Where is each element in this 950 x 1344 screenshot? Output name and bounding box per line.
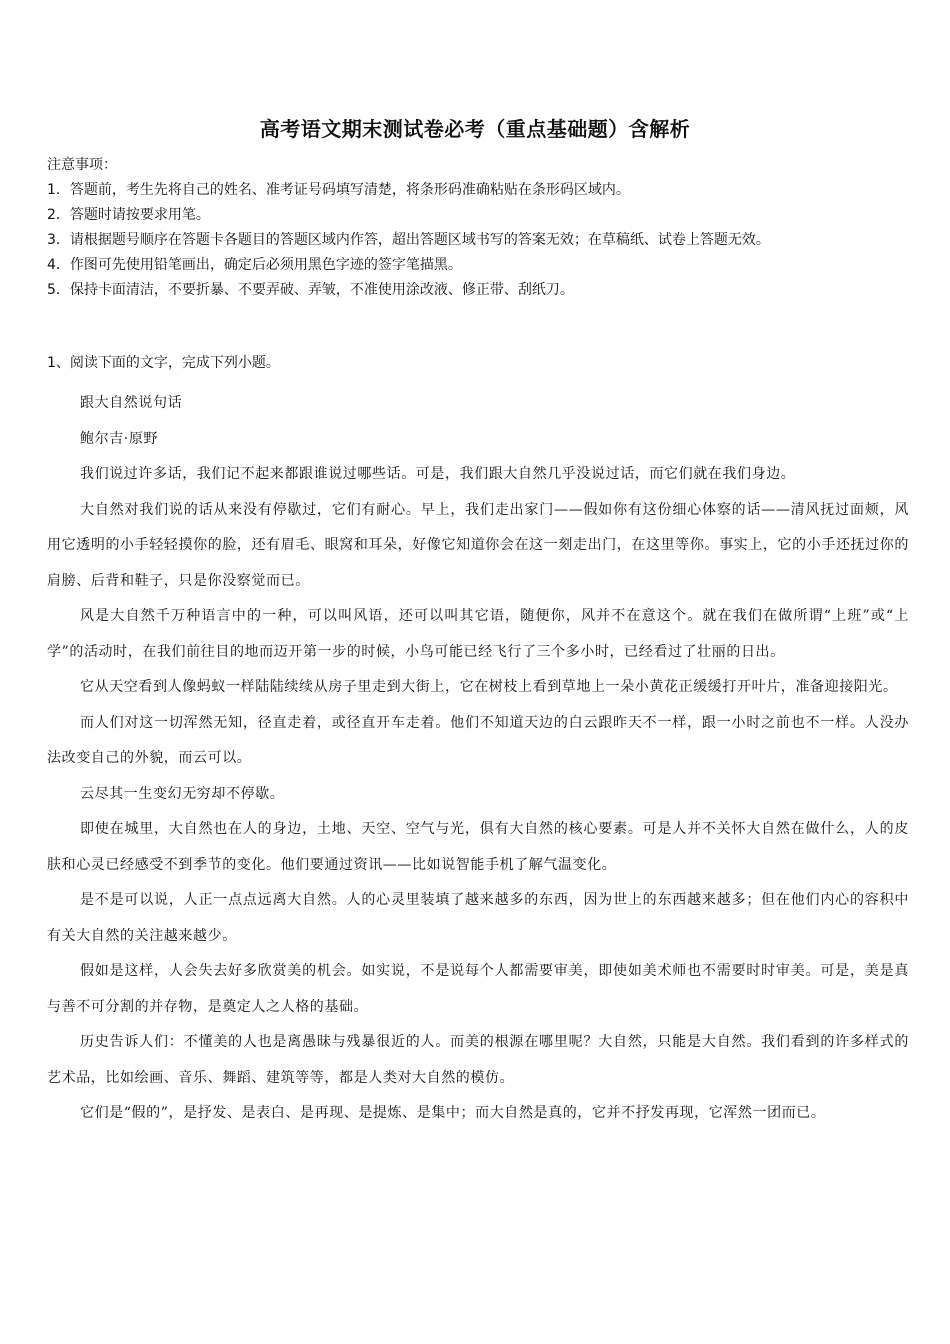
notice-section bbox=[47, 153, 927, 303]
notice-item: 3．请根据题号顺序在答题卡各题目的答题区域内作答，超出答题区域书写的答案无效；在草稿纸、试卷上答题无效。 bbox=[47, 232, 770, 248]
notice-item: 1．答题前，考生先将自己的姓名、准考证号码填写清楚，将条形码准确粘贴在条形码区域内。 bbox=[47, 182, 630, 198]
notice-item: 4．作图可先使用铅笔画出，确定后必须用黑色字迹的签字笔描黑。 bbox=[47, 257, 462, 273]
article-paragraph: 而人们对这一切浑然无知，径直走着，或径直开车走着。他们不知道天边的白云跟昨天不一样，跟一小时之前也不一样。人没办法改变自己的外貌，而云可以。 bbox=[47, 714, 909, 766]
question-section bbox=[47, 352, 909, 1132]
article-paragraph: 即使在城里，大自然也在人的身边，土地、天空、空气与光，俱有大自然的核心要素。可是人并不关怀大自然在做什么，人的皮肤和心灵已经感受不到季节的变化。他们要通过资讯——比如说智能手机了解气温变化。 bbox=[47, 821, 909, 873]
article-paragraph: 风是大自然千万种语言中的一种，可以叫风语，还可以叫其它语，随便你，风并不在意这个。就在我们在做所谓“上班”或“上学”的活动时，在我们前往目的地而迈开第一步的时候，小鸟可能已经飞行了三个多小时，已经看过了壮丽的日出。 bbox=[47, 608, 909, 660]
question-prompt: 1、阅读下面的文字，完成下列小题。 bbox=[47, 355, 280, 371]
article-paragraph: 假如是这样，人会失去好多欣赏美的机会。如实说，不是说每个人都需要审美，即使如美术师也不需要时时审美。可是，美是真与善不可分割的并存物，是奠定人之人格的基础。 bbox=[47, 963, 909, 1015]
notice-item: 5．保持卡面清洁，不要折暴、不要弄破、弄皱，不准使用涂改液、修正带、刮纸刀。 bbox=[47, 282, 574, 298]
document-title: 高考语文期末测试卷必考（重点基础题）含解析 bbox=[259, 117, 691, 141]
article-author: 鲍尔吉·原野 bbox=[80, 430, 159, 447]
article-paragraph: 是不是可以说，人正一点点远离大自然。人的心灵里装填了越来越多的东西，因为世上的东西越来越多；但在他们内心的容积中有关大自然的关注越来越少。 bbox=[47, 892, 909, 944]
article-paragraph: 它们是“假的”，是抒发、是表白、是再现、是提炼、是集中；而大自然是真的，它并不抒发再现，它浑然一团而已。 bbox=[80, 1105, 826, 1121]
article-paragraph: 我们说过许多话，我们记不起来都跟谁说过哪些话。可是，我们跟大自然几乎没说过话，而它们就在我们身边。 bbox=[80, 466, 796, 482]
notice-item: 2．答题时请按要求用笔。 bbox=[47, 207, 210, 223]
article-paragraph: 云尽其一生变幻无穷却不停歇。 bbox=[80, 785, 285, 802]
article-title: 跟大自然说句话 bbox=[80, 395, 183, 411]
article-paragraph: 它从天空看到人像蚂蚁一样陆陆续续从房子里走到大街上，它在树枝上看到草地上一朵小黄花正缓缓打开叶片，准备迎接阳光。 bbox=[80, 679, 898, 695]
article-paragraph: 大自然对我们说的话从来没有停歇过，它们有耐心。早上，我们走出家门——假如你有这份细心体察的话——清风抚过面颊，风用它透明的小手轻轻摸你的脸，还有眉毛、眼窝和耳朵，好像它知道你会在这一刻走出门，在这里等你。事实上，它的小手还抚过你的肩膀、后背和鞋子，只是你没察觉而已。 bbox=[47, 501, 909, 589]
article-paragraph: 历史告诉人们：不懂美的人也是离愚昧与残暴很近的人。而美的根源在哪里呢？大自然，只能是大自然。我们看到的许多样式的艺术品，比如绘画、音乐、舞蹈、建筑等等，都是人类对大自然的模仿。 bbox=[47, 1034, 909, 1086]
notice-heading: 注意事项： bbox=[47, 157, 117, 173]
